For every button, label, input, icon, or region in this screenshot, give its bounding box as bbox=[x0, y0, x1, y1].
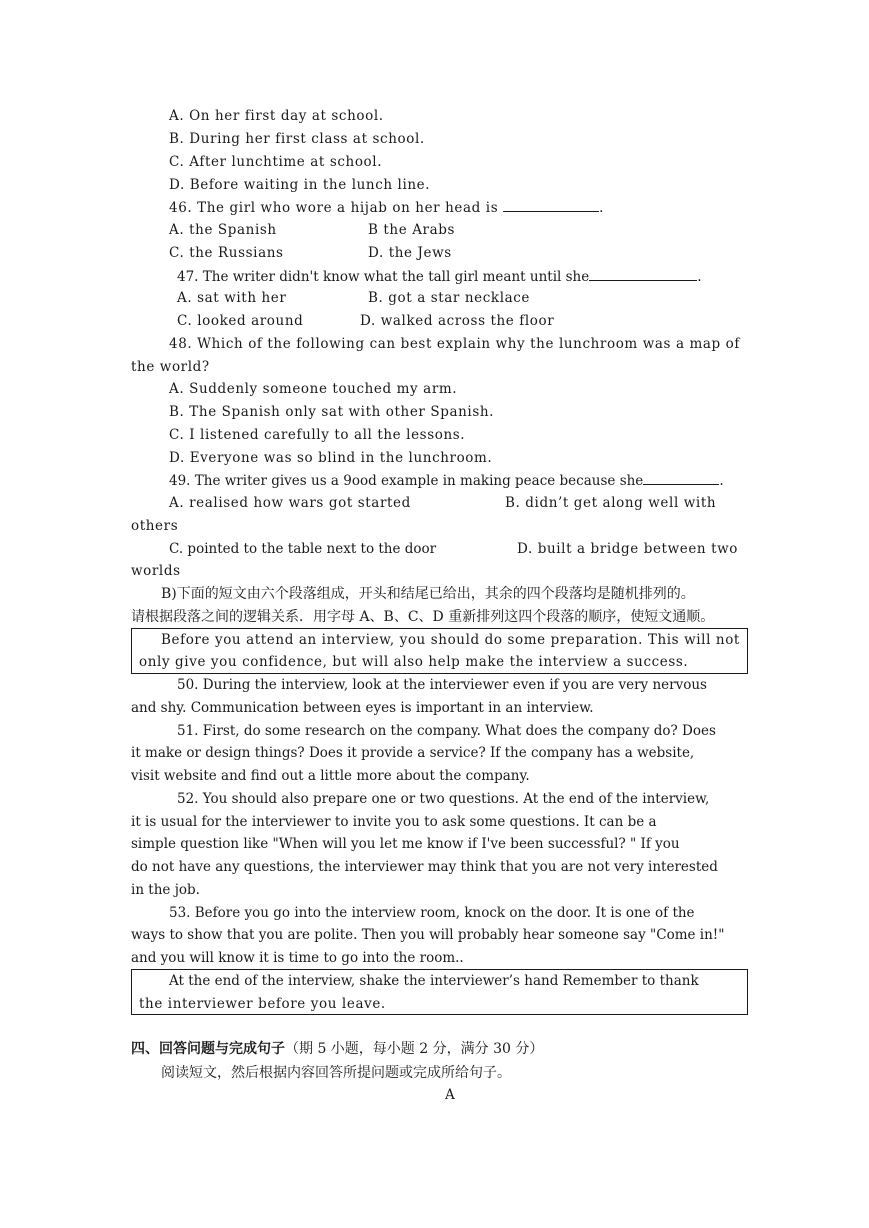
paragraph-52-line4: do not have any questions, the interviewer may think that you are not very interested bbox=[131, 859, 718, 875]
section-4-heading bbox=[131, 1039, 543, 1059]
opening-paragraph-line2: only give you confidence, but will also help make the interview a success. bbox=[139, 654, 689, 670]
section-4-title: 四、回答问题与完成句子 bbox=[131, 1041, 285, 1057]
section-b-intro-line2: 请根据段落之间的逻辑关系．用字母 A、B、C、D 重新排列这四个段落的顺序，使短文通顺。 bbox=[131, 609, 715, 625]
q49-option-d-line2: worlds bbox=[131, 563, 181, 579]
q45-option-b: B. During her first class at school. bbox=[169, 131, 425, 147]
closing-paragraph-line1: At the end of the interview, shake the interviewer’s hand Remember to thank bbox=[169, 973, 699, 989]
section-4-instruction: 阅读短文，然后根据内容回答所提问题或完成所给句子。 bbox=[161, 1065, 511, 1081]
section-b-intro-line1: B)下面的短文由六个段落组成，开头和结尾已给出，其余的四个段落均是随机排列的。 bbox=[161, 586, 695, 602]
passage-label: A bbox=[445, 1087, 455, 1103]
q46-answer-blank bbox=[503, 197, 599, 212]
q49-option-a: A. realised how wars got started bbox=[169, 495, 411, 511]
q45-option-c: C. After lunchtime at school. bbox=[169, 154, 383, 170]
paragraph-51-line2: it make or design things? Does it provide a service? If the company has a website, bbox=[131, 745, 695, 761]
q47-option-c: C. looked around bbox=[177, 313, 304, 329]
q45-option-d: D. Before waiting in the lunch line. bbox=[169, 177, 431, 193]
paragraph-52-line3: simple question like "When will you let me know if I've been successful? " If you bbox=[131, 836, 680, 852]
paragraph-53-line2: ways to show that you are polite. Then you will probably hear someone say "Come in!" bbox=[131, 927, 725, 943]
q48-option-a: A. Suddenly someone touched my arm. bbox=[169, 381, 458, 397]
q46-stem bbox=[169, 197, 604, 218]
closing-paragraph-line2: the interviewer before you leave. bbox=[139, 996, 386, 1012]
q48-stem-line2: the world? bbox=[131, 359, 210, 375]
paragraph-52-line1: 52. You should also prepare one or two questions. At the end of the interview, bbox=[177, 791, 710, 807]
q49-stem-end: . bbox=[719, 473, 724, 489]
q49-stem-text: 49. The writer gives us a 9ood example in making peace because she bbox=[169, 473, 644, 489]
q49-stem bbox=[169, 470, 724, 491]
q45-option-a: A. On her first day at school. bbox=[169, 108, 384, 124]
opening-paragraph-line1: Before you attend an interview, you should do some preparation. This will not bbox=[161, 632, 740, 648]
q48-option-b: B. The Spanish only sat with other Spanish. bbox=[169, 404, 495, 420]
q49-answer-blank bbox=[643, 470, 719, 485]
q47-option-b: B. got a star necklace bbox=[368, 290, 531, 306]
q47-stem-text: 47. The writer didn't know what the tall girl meant until she bbox=[177, 269, 590, 285]
q46-option-a: A. the Spanish bbox=[169, 222, 277, 238]
paragraph-53-line3: and you will know it is time to go into the room.. bbox=[131, 950, 464, 966]
q47-option-a: A. sat with her bbox=[177, 290, 287, 306]
q47-stem bbox=[177, 266, 702, 287]
q48-option-d: D. Everyone was so blind in the lunchroom. bbox=[169, 450, 493, 466]
q48-option-c: C. I listened carefully to all the lessons. bbox=[169, 427, 466, 443]
q46-stem-end: . bbox=[599, 200, 605, 216]
q48-stem-line1: 48. Which of the following can best explain why the lunchroom was a map of bbox=[169, 336, 740, 352]
section-4-note: （期 5 小题，每小题 2 分，满分 30 分） bbox=[285, 1041, 544, 1057]
paragraph-50-line2: and shy. Communication between eyes is important in an interview. bbox=[131, 700, 594, 716]
q49-option-d-line1: D. built a bridge between two bbox=[517, 541, 739, 557]
q46-option-b: B the Arabs bbox=[368, 222, 456, 238]
q47-option-d: D. walked across the floor bbox=[360, 313, 555, 329]
q46-stem-text: 46. The girl who wore a hijab on her head is bbox=[169, 200, 499, 216]
q47-answer-blank bbox=[589, 266, 697, 281]
q49-option-b-line2: others bbox=[131, 518, 179, 534]
q49-option-c: C. pointed to the table next to the door bbox=[169, 541, 437, 557]
q49-option-b-line1: B. didn’t get along well with bbox=[505, 495, 717, 511]
q47-stem-end: . bbox=[697, 269, 702, 285]
paragraph-51-line1: 51. First, do some research on the company. What does the company do? Does bbox=[177, 723, 716, 739]
paragraph-52-line2: it is usual for the interviewer to invite you to ask some questions. It can be a bbox=[131, 814, 657, 830]
q46-option-c: C. the Russians bbox=[169, 245, 284, 261]
paragraph-50-line1: 50. During the interview, look at the interviewer even if you are very nervous bbox=[177, 677, 707, 693]
paragraph-51-line3: visit website and find out a little more about the company. bbox=[131, 768, 530, 784]
paragraph-53-line1: 53. Before you go into the interview room, knock on the door. It is one of the bbox=[169, 905, 695, 921]
paragraph-52-line5: in the job. bbox=[131, 882, 200, 898]
q46-option-d: D. the Jews bbox=[368, 245, 452, 261]
